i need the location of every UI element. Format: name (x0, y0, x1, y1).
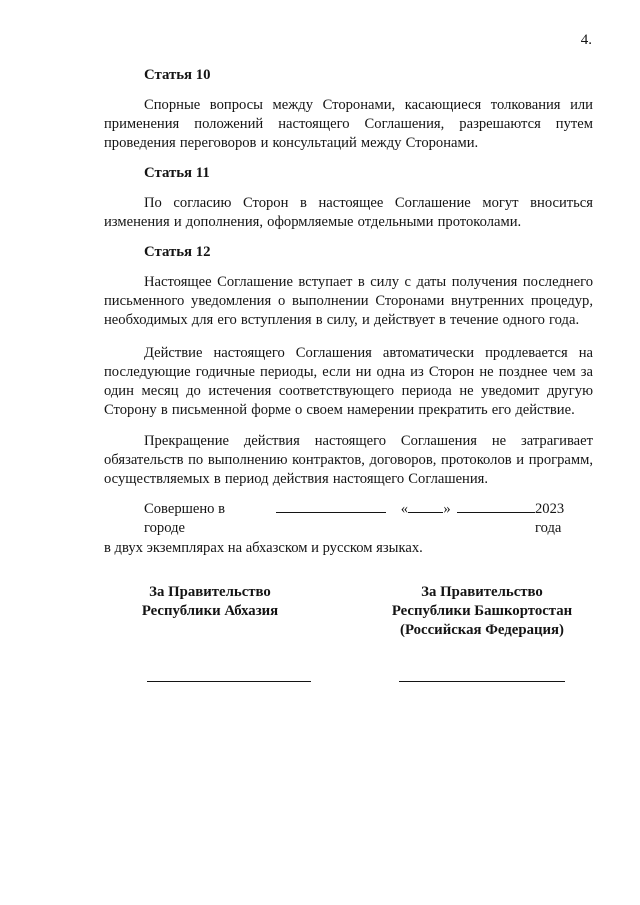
page-number: 4. (580, 32, 592, 48)
day-blank (408, 498, 443, 513)
article-11-heading: Статья 11 (144, 165, 210, 181)
article-10-paragraph: Спорные вопросы между Сторонами, касающиеся толкования или применения положений настоящего Соглашения, разрешаются путем проведения переговоров и консультаций между Сторонами. (104, 97, 593, 151)
party-bashkortostan-line-2: Республики Башкортостан (391, 603, 573, 619)
closing-prefix: Совершено в городе (144, 501, 225, 536)
party-abkhazia (120, 583, 300, 621)
article-12-paragraph-1: Настоящее Соглашение вступает в силу с даты получения последнего письменного уведомления о выполнении Сторонами внутренних процедур, необходимых для его вступления в силу, и действует в течение одного года. (104, 274, 593, 328)
article-11-paragraph: По согласию Сторон в настоящее Соглашение могут вноситься изменения и дополнения, оформляемые отдельными протоколами. (104, 195, 593, 230)
signature-line-abkhazia (147, 681, 311, 682)
signature-line-bashkortostan (399, 681, 565, 682)
party-bashkortostan (372, 583, 592, 640)
article-10-heading: Статья 10 (144, 67, 211, 83)
party-abkhazia-line-2: Республики Абхазия (141, 603, 279, 619)
closing-line-1 (104, 498, 593, 538)
closing-block (104, 498, 593, 558)
article-12-paragraph-3: Прекращение действия настоящего Соглашения не затрагивает обязательств по выполнению контрактов, договоров, протоколов и программ, осуществляемых в период действия настоящего Соглашения. (104, 433, 593, 487)
party-bashkortostan-line-1: За Правительство (421, 584, 543, 600)
city-blank (276, 498, 386, 513)
article-12-paragraph-2: Действие настоящего Соглашения автоматически продлевается на последующие годичные периоды, если ни одна из Сторон не позднее чем за один месяц до истечения соответствующего периода не уведомит другую Сторону в письменной форме о своем намерении прекратить его действие. (104, 345, 593, 418)
article-12-heading: Статья 12 (144, 244, 211, 260)
party-bashkortostan-line-3: (Российская Федерация) (400, 622, 564, 638)
quote-open: « (400, 501, 409, 517)
closing-year: 2023 года (534, 501, 565, 536)
month-blank (457, 498, 535, 513)
quote-close: » (443, 501, 451, 517)
party-abkhazia-line-1: За Правительство (149, 584, 271, 600)
closing-line-2: в двух экземплярах на абхазском и русском языках. (104, 540, 423, 556)
